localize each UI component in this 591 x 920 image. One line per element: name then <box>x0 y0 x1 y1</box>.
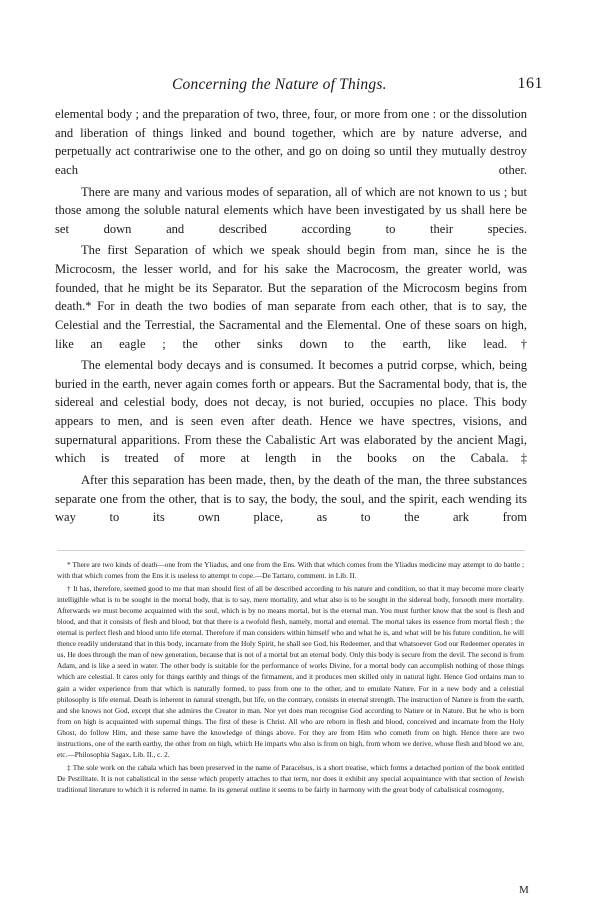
footnote-asterisk: * There are two kinds of death—one from the Yliadus, and one from the Ens. With that which comes from the Yliadus medicine may attempt to do battle ; with that which comes from the Ens it is useless to attempt to cope.—De Tartaro, comment. in Lib. II. <box>57 560 524 581</box>
paragraph-elemental-body: The elemental body decays and is consumed. It becomes a putrid corpse, which, being buried in the earth, never again comes forth or appears. But the Sacramental body, that is, the sidereal and celestial body, does not decay, is not buried, occupies no place. This body appears to men, and is seen even after death. Hence we have spectres, visions, and supernatural apparitions. From these the Cabalistic Art was elaborated by the ancient Magi, which is treated of more at length in the books on the Cabala.‡ <box>55 358 527 466</box>
footnote-double-dagger: ‡ The sole work on the cabala which has been preserved in the name of Paracelsus, is a short treatise, which forms a detached portion of the book entitled De Pestilitate. It is not cabalistical in the sense which properly attaches to that term, nor does it exhibit any special acquaintance with that section of Jewish traditional literature to which it is referred in name. In its general outline it seems to be fairly in harmony with the great body of cabalistical cosmogony, <box>57 762 524 794</box>
paragraph-continued: elemental body ; and the preparation of two, three, four, or more from one : or the dissolution and liberation of things linked and bound together, which are by nature adverse, and perpetually act contrariwise one to the other, and go on doing so until they mutually destroy each other. <box>55 107 527 177</box>
running-title: Concerning the Nature of Things. <box>172 76 387 93</box>
main-text <box>55 105 527 530</box>
page-header <box>55 76 543 98</box>
paragraph-first-separation: The first Separation of which we speak should begin from man, since he is the Microcosm, the lesser world, and for his sake the Macrocosm, the greater world, was founded, that he might be its Separator. But the separation of the Microcosm begins from death.* For in death the two bodies of man separate from each other, that is to say, the Celestial and the Terrestial, the Sacramental and the Elemental. One of these soars on high, like an eagle ; the other sinks down to the earth, like lead.† <box>55 243 527 351</box>
footnote-dagger: † It has, therefore, seemed good to me that man should first of all be described according to his nature and condition, so that it may become more clearly intelligible what is to be sought in the mortal body, that is to say, mere mortality, and what also is to be sought in the sidereal body, forsooth mere mortality. Afterwards we must become acquainted with the soul, which is by no means mortal, but is the eternal man. You must further know that the soul is flesh and blood, and that it consists of flesh and blood, but that there is a twofold flesh, namely, mortal and eternal. The mortal takes its essence from mortal flesh ; the eternal is perfect flesh and blood unto life eternal. Therefore if man considers within himself who and what he is, and what will be his future condition, he will thence readily understand that in this body, incarnate from the Holy Spirit, he shall see God, his Redeemer, and that whatsoever God our Redeemer operates in us, He does through the man of new generation, because that is not of a mortal but an eternal body. Only this body is secure from the devil. The second is from Adam, and is like a seed in water. The other body is suitable for the performance of works Divine, for a mortal body can accomplish nothing of those things which are celestial. It cares only for things earthly and things of the firmament, and it produces men skilled only in natural light. Hence God ordains man to gain a wider experience from that which is naturally formed, to pass from one to the other, and to emulate Nature. For in a new body and a celestial philosophy is life eternal. Death is inherent in natural strength, but life, on the contrary, consists in eternal strength. The instruction of Nature is from the earth, and she knows not God, except that she admires the Creator in man. Nor yet does man recognise God according to Nature or in Nature. But he who is born from on high is acquainted with supernal things. The first of these is Christ. All who are reborn in flesh and blood, conceived and incarnate from the Holy Ghost, do follow Him, and these same have the knowledge of things above. For they are from Him who cometh from on high. Hence there are two instructions, one of the earth earthy, the other from on high, which He imparts who also is from on high, from whom we derive, whose flesh and blood we are, etc.—Philosophia Sagax, Lib. II., c. 2. <box>57 584 524 759</box>
footnote-rule <box>57 550 525 551</box>
footnotes <box>57 559 524 797</box>
signature-mark: M <box>519 884 530 896</box>
paragraph-modes-of-separation: There are many and various modes of separation, all of which are not known to us ; but those among the soluble natural elements which have been investigated by us shall here be set down and described according to their species. <box>55 184 527 236</box>
page-number: 161 <box>517 75 543 92</box>
paragraph-three-substances: After this separation has been made, then, by the death of the man, the three substances separate one from the other, that is to say, the body, the soul, and the spirit, each wending its way to its own place, as to the ark from <box>55 472 527 525</box>
